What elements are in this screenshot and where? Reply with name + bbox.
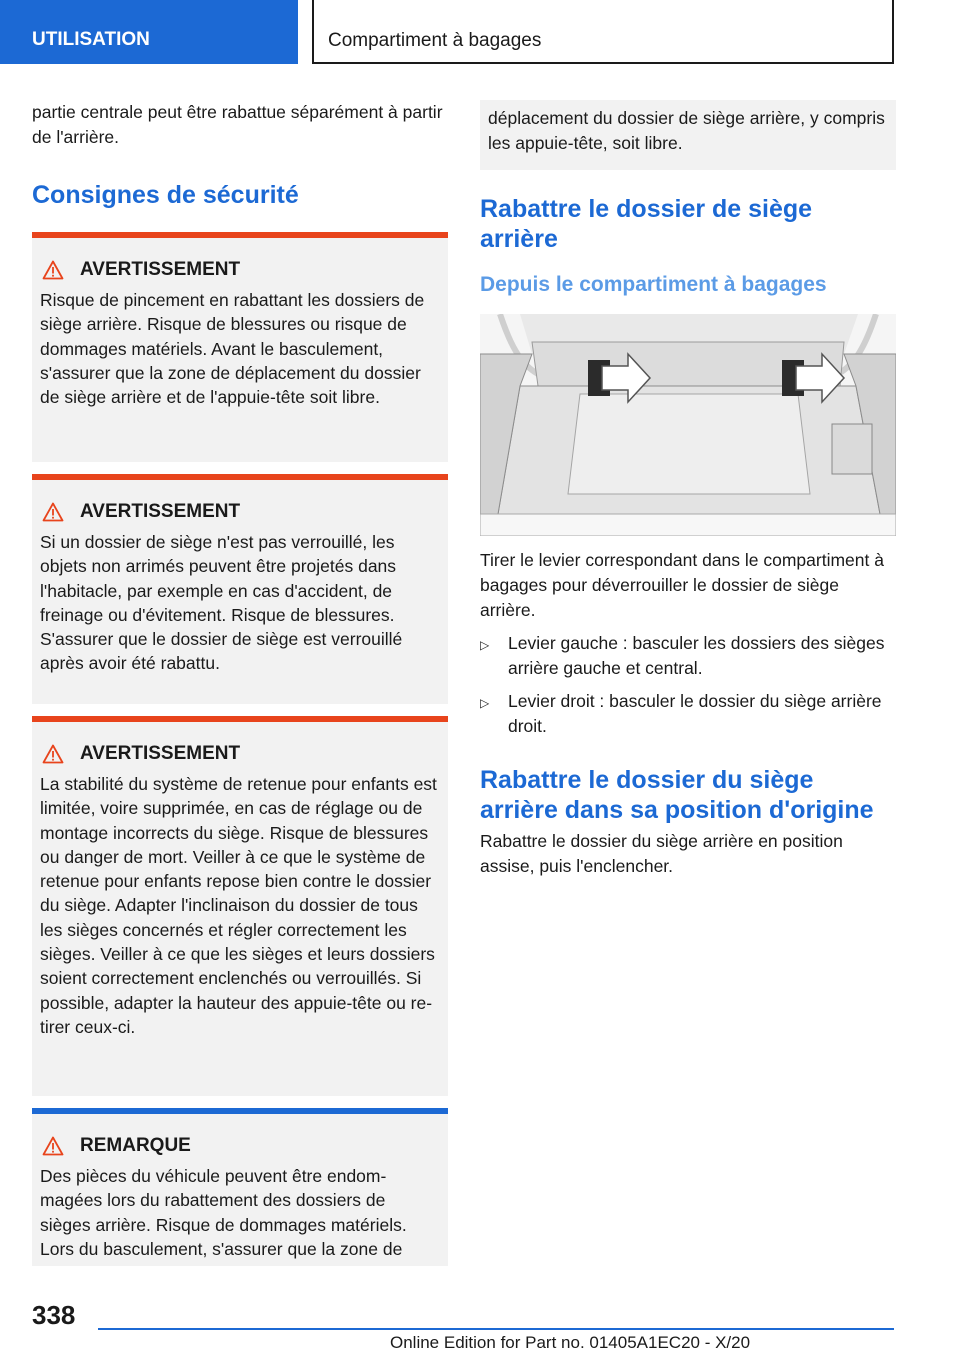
right-column: [480, 100, 896, 879]
return-heading: Rabattre le dossier du siège arrière dans sa position d'origine: [480, 766, 874, 824]
warning-notice: [32, 474, 448, 704]
continued-notice-text: déplacement du dossier de siège arrière, y compris les appuie-tête, soit libre.: [488, 108, 885, 153]
notice-text: Si un dossier de siège n'est pas verrouillé, les objets non arrimés peuvent être projetés dans l'habitacle, par exemple en cas d'accident, de freinage ou d'évitement. Risque de blessures. S'assurer que le dossier de siège est verrouillé après avoir été rabattu.: [40, 532, 403, 674]
fold-instructions: Tirer le levier correspondant dans le compartiment à bagages pour déverrouiller le dossier de siège arrière.: [480, 550, 884, 620]
warning-triangle-icon: [42, 744, 64, 764]
return-instructions: Rabattre le dossier du siège arrière en position assise, puis l'enclencher.: [480, 831, 843, 876]
intro-paragraph: partie centrale peut être rabattue séparément à partir de l'arrière.: [32, 102, 443, 147]
triangle-bullet-icon: ▷: [480, 696, 490, 710]
continued-notice-box: [480, 100, 896, 170]
fold-subheading: Depuis le compartiment à bagages: [480, 273, 827, 296]
fold-heading: Rabattre le dossier de siège arrière: [480, 195, 813, 253]
notice-text: Des pièces du véhicule peuvent être endommagées lors du rabattement des dossiers de sièges arrière. Risque de dommages matériels. Lors du basculement, s'assurer que la zone de: [40, 1166, 407, 1259]
left-column: [32, 100, 448, 1266]
header-chapter-box: [312, 0, 894, 64]
notice-title: AVERTISSEMENT: [80, 743, 241, 764]
notice-title: REMARQUE: [80, 1135, 191, 1156]
list-item: [480, 689, 896, 739]
list-item-text: Levier gauche : basculer les dossiers des sièges arrière gauche et central.: [508, 633, 885, 678]
notice-text: La stabilité du système de retenue pour enfants est limitée, voire supprimée, en cas de réglage ou de montage incorrects du siège. Risque de blessures ou danger de mort. Veiller à ce que le système de retenue pour enfants repose bien contre le dossier du siège. Adapter l'inclinaison du dossier de tous les sièges concernés et régler correctement les sièges. Veiller à ce que les sièges et leurs dossiers soient correctement enclenchés ou verrouillés. Si possible, adapter la hauteur des appuie-tête ou retirer ceux-ci.: [40, 774, 437, 1037]
warning-triangle-icon: [42, 502, 64, 522]
remark-notice: [32, 1108, 448, 1266]
warning-notice: [32, 716, 448, 1096]
notice-text: Risque de pincement en rabattant les dossiers de siège arrière. Risque de blessures ou risque de dommages matériels. Avant le basculement, s'assurer que la zone de déplacement du dossier de siège arrière et de l'appuie-tête soit libre.: [40, 290, 425, 408]
header-section-tab: [0, 0, 298, 64]
notice-title: AVERTISSEMENT: [80, 259, 241, 280]
notice-title: AVERTISSEMENT: [80, 501, 241, 522]
trunk-illustration: [480, 314, 896, 536]
triangle-bullet-icon: ▷: [480, 638, 490, 652]
header-chapter-label: Compartiment à bagages: [328, 30, 542, 51]
warning-triangle-icon: [42, 1136, 64, 1156]
footer-divider: [98, 1328, 894, 1330]
list-item-text: Levier droit : basculer le dossier du siège arrière droit.: [508, 691, 882, 736]
footer-edition-text: Online Edition for Part no. 01405A1EC20 - X/20: [390, 1333, 751, 1352]
warning-triangle-icon: [42, 260, 64, 280]
header-section-label: UTILISATION: [32, 29, 150, 50]
warning-notice: [32, 232, 448, 462]
page-number: 338: [32, 1300, 76, 1330]
list-item: [480, 631, 896, 681]
safety-heading: Consignes de sécurité: [32, 181, 299, 209]
